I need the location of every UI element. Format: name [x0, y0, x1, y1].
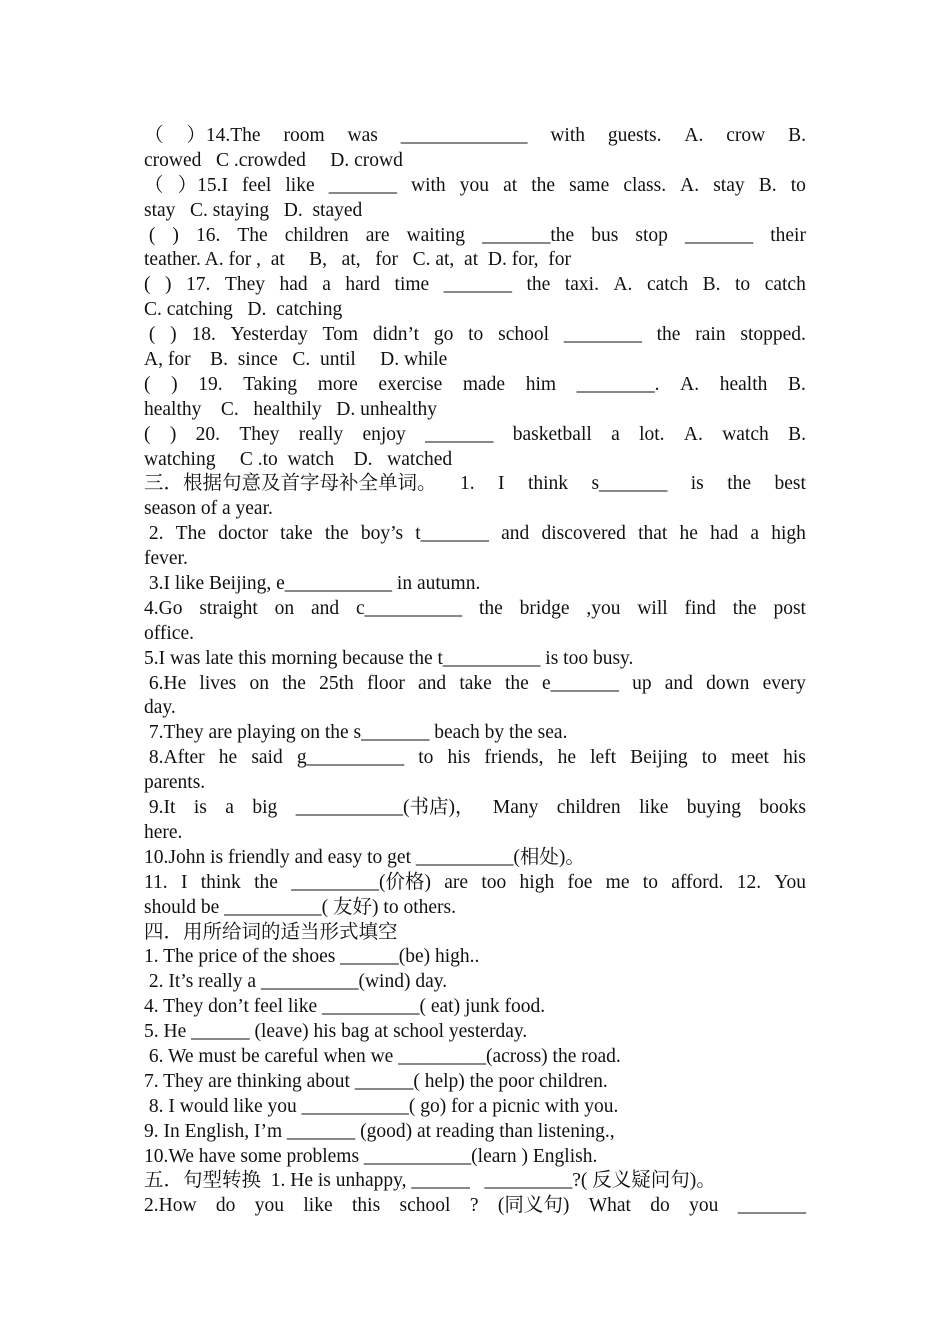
text-line: （ ）14.The room was _____________ with guests. A. crow B. [144, 125, 806, 146]
text-line: here. [144, 821, 183, 843]
text-line: ( ) 17. They had a hard time _______ the taxi. A. catch B. to catch [144, 274, 806, 296]
text-line: 9.It is a big ___________(书店)， Many children like buying books [144, 797, 806, 819]
text-line: day. [144, 697, 176, 719]
text-line: 五．句型转换 1. He is unhappy, ______ _________?( 反义疑问句)。 [144, 1170, 716, 1192]
text-line: 7.They are playing on the s_______ beach by the sea. [144, 722, 568, 744]
text-line: A, for B. since C. until D. while [144, 349, 448, 371]
text-line: 10.We have some problems ___________(learn ) English. [144, 1145, 598, 1167]
text-line: ( ) 20. They really enjoy _______ basketball a lot. A. watch B. [144, 423, 806, 445]
text-line: 2. The doctor take the boy’s t_______ and discovered that he had a high [144, 523, 806, 545]
text-line: 三．根据句意及首字母补全单词。 1. I think s_______ is the best [144, 473, 806, 495]
text-line: 2. It’s really a __________(wind) day. [144, 971, 448, 993]
text-line: 9. In English, I’m _______ (good) at reading than listening., [144, 1120, 615, 1142]
text-line: 6. We must be careful when we _________(across) the road. [144, 1045, 621, 1067]
text-line: 11. I think the _________(价格) are too high foe me to afford. 12. You [144, 871, 806, 893]
text-line: crowed C .crowded D. crowd [144, 149, 403, 171]
text-line: healthy C. healthily D. unhealthy [144, 398, 437, 420]
text-line: 四．用所给词的适当形式填空 [144, 921, 398, 943]
text-line: 5. He ______ (leave) his bag at school yesterday. [144, 1021, 528, 1043]
text-line: ( ) 18. Yesterday Tom didn’t go to school ________ the rain stopped. [144, 324, 806, 346]
text-line: fever. [144, 548, 188, 570]
text-line: 8. I would like you ___________( go) for a picnic with you. [144, 1095, 619, 1117]
text-line: 1. The price of the shoes ______(be) high.. [144, 946, 480, 968]
text-line: ( ) 16. The children are waiting _______the bus stop _______ their [144, 224, 806, 246]
text-line: 3.I like Beijing, e___________ in autumn. [144, 573, 481, 595]
text-line: 7. They are thinking about ______( help) the poor children. [144, 1070, 608, 1092]
text-line: ( ) 19. Taking more exercise made him ________. A. health B. [144, 373, 806, 395]
text-line: （ ）15.I feel like _______ with you at the same class. A. stay B. to [144, 174, 806, 196]
text-line: should be __________( 友好) to others. [144, 896, 456, 918]
text-line: season of a year. [144, 498, 273, 520]
text-line: watching C .to watch D. watched [144, 448, 453, 470]
text-line: 8.After he said g__________ to his friends, he left Beijing to meet his [144, 747, 806, 769]
text-line: stay C. staying D. stayed [144, 199, 363, 221]
text-line: 10.John is friendly and easy to get __________(相处)。 [144, 846, 585, 868]
text-line: 4. They don’t feel like __________( eat) junk food. [144, 996, 546, 1018]
text-line: 4.Go straight on and c__________ the bridge ,you will find the post [144, 597, 806, 619]
text-line: teather. A. for , at B, at, for C. at, at D. for, for [144, 249, 572, 271]
text-line: 2.How do you like this school ? (同义句) What do you _______ [144, 1195, 806, 1217]
text-line: 5.I was late this morning because the t__________ is too busy. [144, 647, 634, 669]
text-line: 6.He lives on the 25th floor and take the e_______ up and down every [144, 672, 806, 694]
exercise-page [144, 124, 806, 1219]
text-line: office. [144, 622, 194, 644]
text-line: C. catching D. catching [144, 299, 343, 321]
text-line: parents. [144, 772, 206, 794]
